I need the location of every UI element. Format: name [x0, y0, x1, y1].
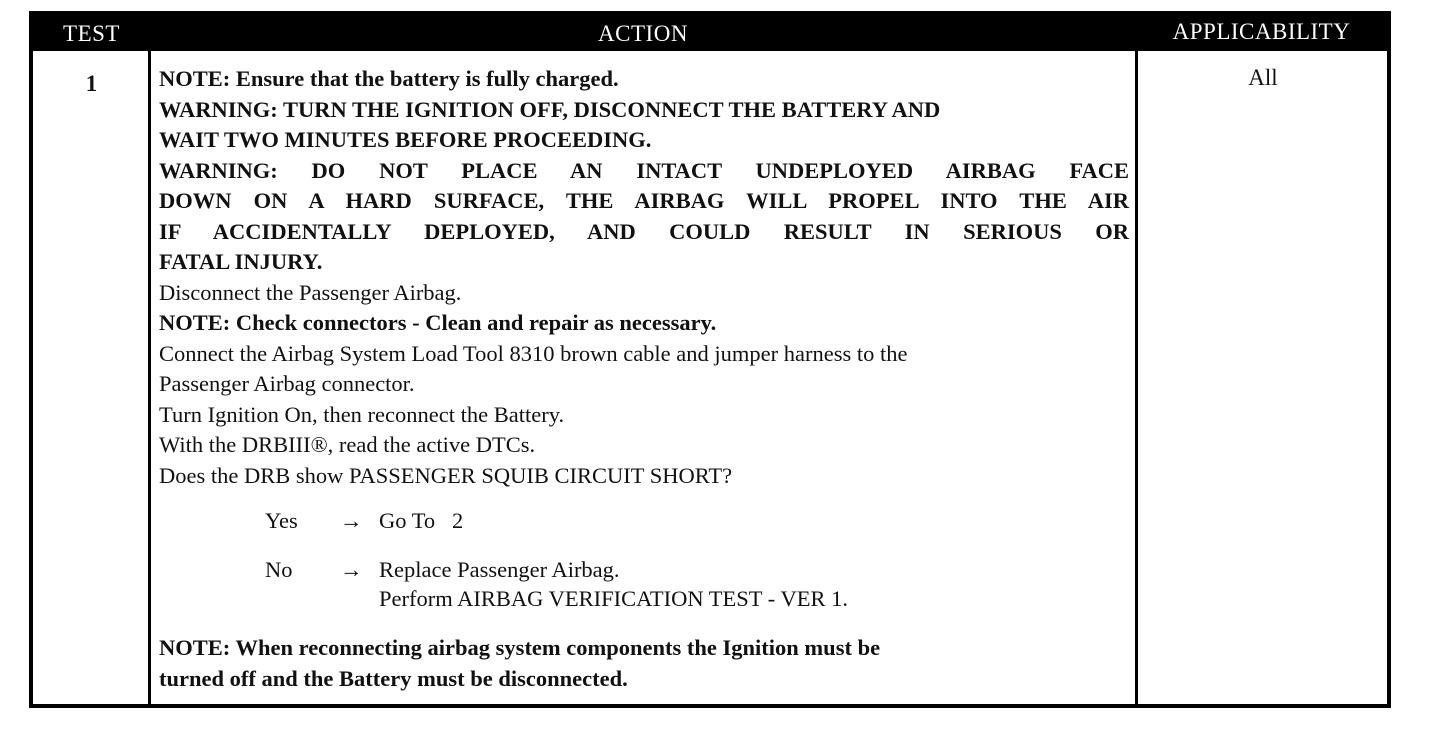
no-result [379, 555, 848, 613]
final-note-line: NOTE: When reconnecting airbag system components the Ignition must be [159, 635, 881, 660]
header-test: TEST [63, 21, 120, 46]
arrow-right-icon: → [340, 557, 363, 582]
header-applicability: APPLICABILITY [1172, 19, 1351, 44]
table-header [33, 15, 1387, 51]
action-text [159, 64, 1129, 491]
header-action: ACTION [598, 21, 688, 46]
yes-label: Yes [265, 508, 298, 533]
no-result-line: Replace Passenger Airbag. [379, 557, 620, 582]
diagnostic-test-table [29, 11, 1391, 708]
final-note-line: turned off and the Battery must be disconnected. [159, 665, 628, 691]
no-label: No [265, 557, 293, 582]
instruction-line: Disconnect the Passenger Airbag. [159, 279, 462, 305]
warning-line: WARNING: TURN THE IGNITION OFF, DISCONNECT THE BATTERY AND [159, 96, 941, 122]
instruction-line: With the DRBIII®, read the active DTCs. [159, 432, 536, 457]
instruction-line: Passenger Airbag connector. [159, 371, 415, 396]
note-line: NOTE: Check connectors - Clean and repair as necessary. [159, 310, 717, 335]
test-number: 1 [85, 71, 98, 96]
column-divider [1135, 51, 1138, 704]
note-line: NOTE: Ensure that the battery is fully charged. [159, 66, 619, 91]
column-divider [148, 51, 151, 704]
warning-line: DOWN ON A HARD SURFACE, THE AIRBAG WILL PROPEL INTO THE AIR [159, 188, 1129, 213]
yes-result: Go To 2 [379, 508, 464, 533]
warning-line: FATAL INJURY. [159, 249, 323, 274]
instruction-line: Connect the Airbag System Load Tool 8310 brown cable and jumper harness to the [159, 340, 908, 366]
instruction-line: Turn Ignition On, then reconnect the Battery. [159, 401, 565, 427]
arrow-right-icon: → [340, 508, 363, 533]
warning-line: WARNING: DO NOT PLACE AN INTACT UNDEPLOYED AIRBAG FACE [159, 157, 1129, 183]
no-result-line: Perform AIRBAG VERIFICATION TEST - VER 1. [379, 586, 848, 611]
applicability-value: All [1248, 65, 1278, 90]
warning-line: IF ACCIDENTALLY DEPLOYED, AND COULD RESULT IN SERIOUS OR [159, 218, 1129, 244]
warning-line: WAIT TWO MINUTES BEFORE PROCEEDING. [159, 127, 652, 152]
question-line: Does the DRB show PASSENGER SQUIB CIRCUIT SHORT? [159, 462, 733, 488]
final-note [159, 633, 1129, 694]
